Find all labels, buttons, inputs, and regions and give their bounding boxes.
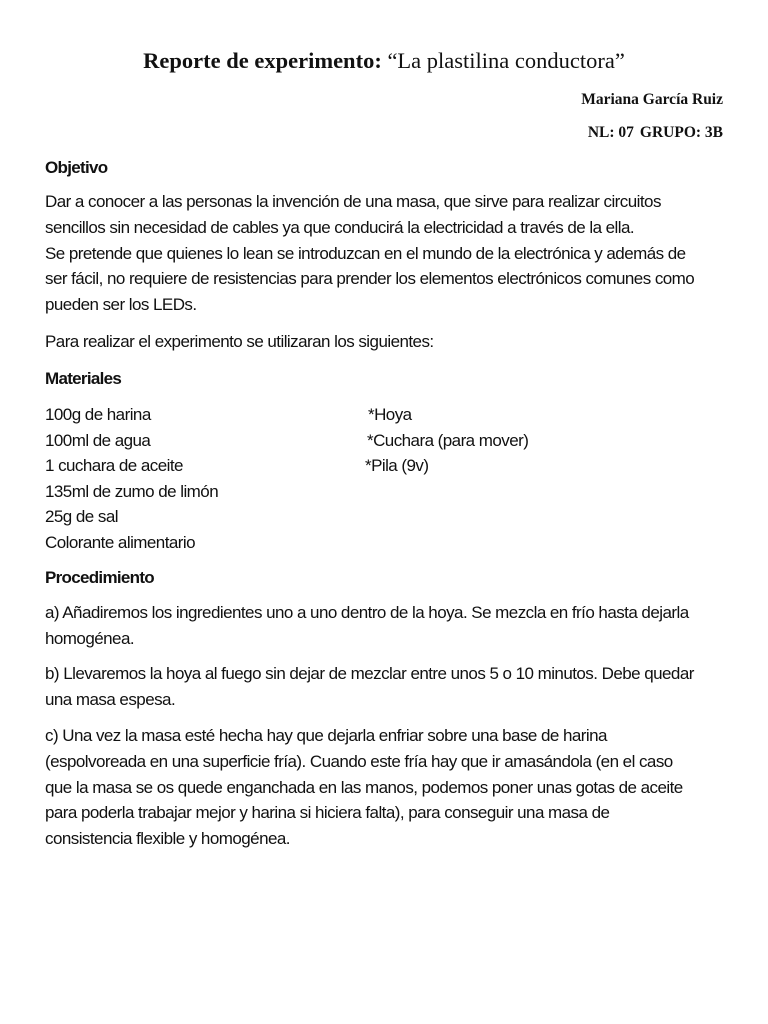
nl-number: NL: 07 — [587, 124, 634, 141]
materials-intro-line: Para realizar el experimento se utilizaran los siguientes: — [45, 332, 434, 351]
materials-row — [45, 453, 735, 479]
report-title-label: Reporte de experimento: — [143, 48, 382, 73]
objetivo-line: pueden ser los LEDs. — [45, 295, 197, 315]
procedure-line: b) Llevaremos la hoya al fuego sin dejar de mezclar entre unos 5 o 10 minutos. Debe quedar — [45, 664, 694, 683]
group-number: GRUPO: 3B — [639, 124, 723, 141]
procedure-line: para poderla trabajar mejor y harina si hiciera falta), para conseguir una masa de — [45, 803, 610, 823]
ingredient-item: 100g de harina — [45, 405, 151, 424]
tool-item: *Pila (9v) — [365, 456, 429, 476]
procedure-line: c) Una vez la masa esté hecha hay que dejarla enfriar sobre una base de harina — [45, 726, 607, 745]
objetivo-line: ser fácil, no requiere de resistencias para prender los elementos electrónicos comunes como — [45, 269, 695, 289]
tool-item: *Hoya — [368, 405, 412, 424]
procedure-line: homogénea. — [45, 628, 135, 648]
student-info — [588, 123, 723, 143]
materials-intro — [45, 329, 735, 355]
report-title — [0, 46, 768, 76]
ingredient-item: 135ml de zumo de limón — [45, 481, 219, 501]
objetivo-line: Se pretende que quienes lo lean se introduzcan en el mundo de la electrónica y además de — [45, 243, 686, 263]
objetivo-paragraph — [45, 189, 735, 318]
materials-row — [45, 402, 735, 428]
materials-row — [45, 428, 735, 454]
procedure-step-c — [45, 723, 735, 852]
ingredient-item: 100ml de agua — [45, 430, 151, 450]
procedure-line: que la masa se os quede enganchada en las manos, podemos poner unas gotas de aceite — [45, 777, 683, 797]
objetivo-line: Dar a conocer a las personas la invención de una masa, que sirve para realizar circuitos — [45, 192, 661, 211]
procedure-line: a) Añadiremos los ingredientes uno a uno dentro de la hoya. Se mezcla en frío hasta dejarla — [45, 603, 689, 622]
tool-item: *Cuchara (para mover) — [367, 430, 529, 450]
author-name: Mariana García Ruiz — [581, 91, 723, 108]
materials-row — [45, 530, 735, 556]
procedure-step-b — [45, 661, 735, 713]
procedure-step-a — [45, 600, 735, 652]
procedimiento-heading: Procedimiento — [45, 568, 154, 587]
procedure-line: consistencia flexible y homogénea. — [45, 829, 290, 849]
objetivo-heading: Objetivo — [45, 158, 108, 177]
materials-row — [45, 479, 735, 505]
objetivo-line: sencillos sin necesidad de cables ya que conducirá la electricidad a través de la ella. — [45, 217, 635, 237]
procedure-line: una masa espesa. — [45, 689, 176, 709]
procedure-line: (espolvoreada en una superficie fría). Cuando este fría hay que ir amasándola (en el caso — [45, 751, 673, 771]
materiales-heading: Materiales — [45, 369, 122, 388]
ingredient-item: 25g de sal — [45, 507, 118, 527]
materials-row — [45, 504, 735, 530]
ingredient-item: 1 cuchara de aceite — [45, 456, 183, 476]
report-title-name: “La plastilina conductora” — [387, 48, 625, 73]
materials-list — [45, 402, 735, 556]
ingredient-item: Colorante alimentario — [45, 532, 196, 552]
